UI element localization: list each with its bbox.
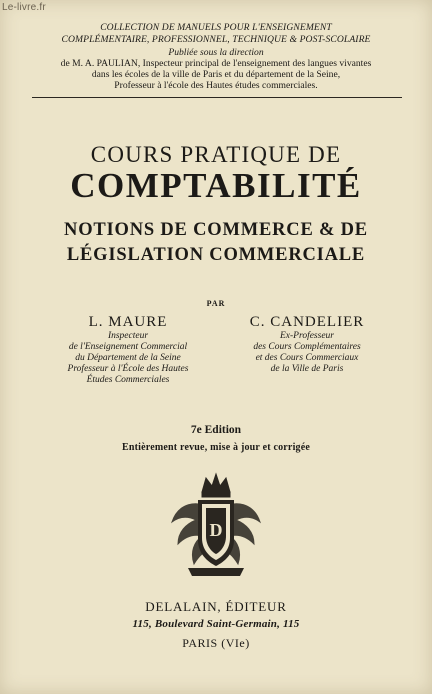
title-line-1: COURS PRATIQUE DE xyxy=(90,142,342,167)
title-line-3: NOTIONS DE COMMERCE & DE xyxy=(64,220,368,240)
author-role-line: de l'Enseignement Commercial xyxy=(68,342,188,352)
collection-line-4: de M. A. PAULIAN, Inspecteur principal de l'enseignement des langues vivantes xyxy=(60,58,372,69)
title-line-4: LÉGISLATION COMMERCIALE xyxy=(66,245,366,265)
svg-text:D: D xyxy=(209,520,223,540)
publisher-name: DELALAIN, ÉDITEUR xyxy=(145,599,287,614)
collection-line-5: dans les écoles de la ville de Paris et du département de la Seine, xyxy=(91,69,341,80)
publisher-city: PARIS (VIe) xyxy=(182,636,250,650)
publisher-emblem-icon xyxy=(166,470,266,580)
author-right xyxy=(224,314,390,375)
publisher-address: 115, Boulevard Saint-Germain, 115 xyxy=(132,618,300,630)
author-role-line: Inspecteur xyxy=(107,331,149,341)
author-name: C. CANDELIER xyxy=(249,314,365,330)
author-role-line: des Cours Complémentaires xyxy=(253,342,361,352)
header-rule xyxy=(32,97,402,98)
edition-note: Entièrement revue, mise à jour et corrigée xyxy=(121,442,311,453)
collection-line-3: Publiée sous la direction xyxy=(168,47,264,58)
author-role-line: du Département de la Seine xyxy=(75,353,181,363)
author-role-line: et des Cours Commerciaux xyxy=(255,353,359,363)
author-role-line: Ex-Professeur xyxy=(280,331,334,341)
watermark: Le-livre.fr xyxy=(2,2,46,13)
author-role-line: Études Commerciales xyxy=(86,375,170,385)
par-label: PAR xyxy=(206,299,226,308)
author-left xyxy=(48,314,208,386)
title-main: COMPTABILITÉ xyxy=(70,166,362,205)
collection-line-6: Professeur à l'école des Hautes études commerciales. xyxy=(114,80,318,91)
author-role-line: Professeur à l'École des Hautes xyxy=(67,364,189,374)
edition-label: 7e Edition xyxy=(190,424,242,436)
author-role-line: de la Ville de Paris xyxy=(270,364,344,374)
collection-line-2: COMPLÉMENTAIRE, PROFESSIONNEL, TECHNIQUE & POST-SCOLAIRE xyxy=(61,34,371,45)
author-name: L. MAURE xyxy=(88,314,168,330)
collection-line-1: COLLECTION DE MANUELS POUR L'ENSEIGNEMENT xyxy=(100,22,332,33)
